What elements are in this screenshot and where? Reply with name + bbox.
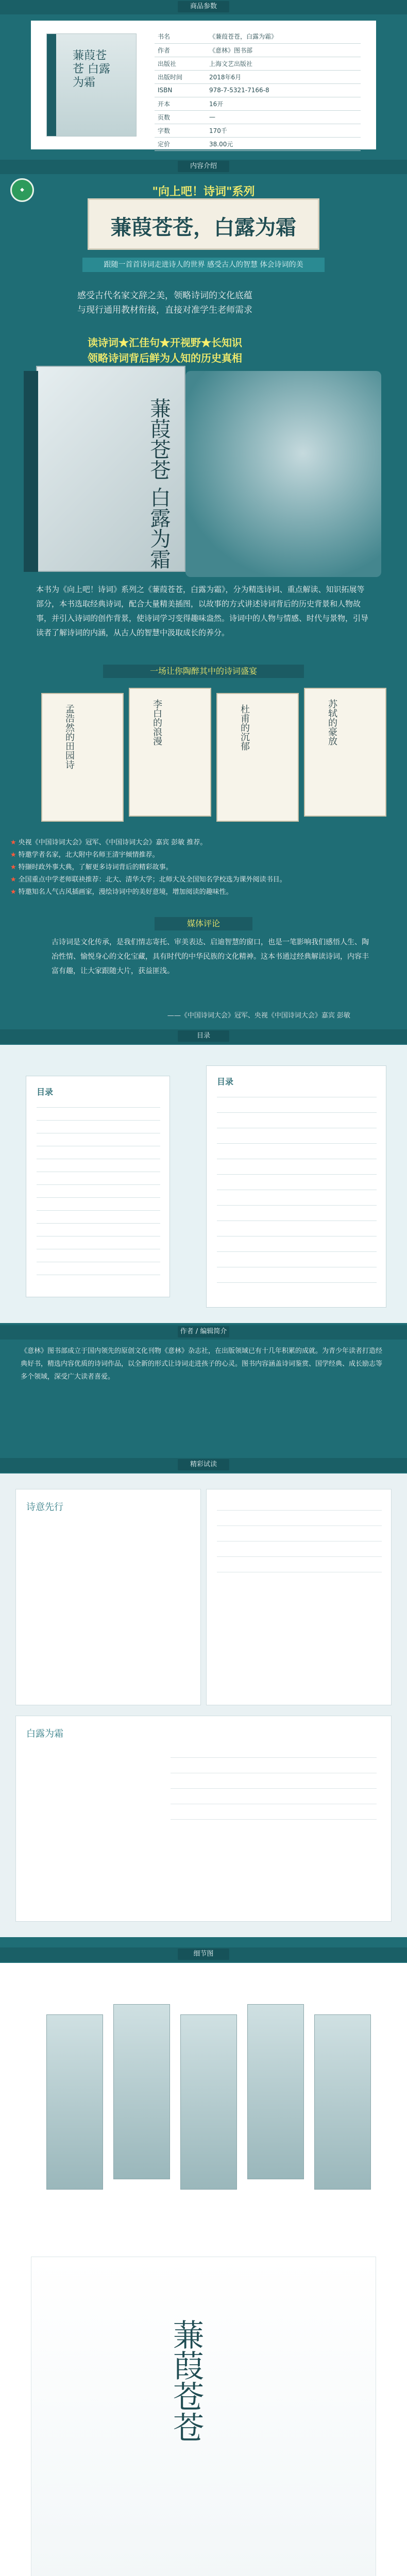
poem-card-title: 苏轼的豪放 bbox=[327, 699, 337, 745]
star-icon: ★ bbox=[10, 863, 16, 871]
trial-page-bottom bbox=[15, 1716, 392, 1922]
intro-line: 感受古代名家文辞之美，领略诗词的文化底蕴 bbox=[77, 291, 252, 301]
params-row bbox=[155, 124, 361, 137]
section-bar-toc bbox=[0, 1029, 407, 1044]
intro-stamp: 跟随一首首诗词走进诗人的世界 感受古人的智慧 体会诗词的美 bbox=[82, 258, 325, 272]
trial-line bbox=[171, 1819, 377, 1820]
feature-list bbox=[10, 837, 397, 899]
book-thumbnail bbox=[46, 33, 137, 137]
section-tab-author: 作者 / 编辑简介 bbox=[178, 1326, 229, 1337]
feature-item bbox=[10, 850, 397, 861]
toc-heading: 目录 bbox=[217, 1077, 234, 1087]
toc-line bbox=[37, 1120, 160, 1121]
params-value: — bbox=[206, 110, 361, 124]
poem-card-title: 杜甫的沉郁 bbox=[239, 704, 250, 751]
star-icon: ★ bbox=[10, 888, 16, 896]
params-key: 字数 bbox=[155, 124, 206, 137]
poem-card bbox=[304, 688, 386, 817]
feature-text: 央视《中国诗词大会》冠军、《中国诗词大会》嘉宾 彭敏 推荐。 bbox=[18, 839, 207, 846]
feature-text: 特邀学者名家，北大附中名师王清宇倾情推荐。 bbox=[18, 851, 159, 859]
params-key: 出版时间 bbox=[155, 70, 206, 83]
feature-text: 特邀知名人气古风插画家，漫绘诗词中的美好意境，增加阅读的趣味性。 bbox=[18, 888, 233, 896]
book-spine bbox=[47, 34, 56, 136]
section-tab-trial: 精彩试读 bbox=[178, 1459, 229, 1470]
trial-line bbox=[171, 1788, 377, 1789]
author-text: 《意林》图书部成立于国内领先的原创文化刊物《意林》杂志社，在出版领域已有十几年积累的成就。为青少年读者打造经典好书，精选内容优质的诗词作品，以全新的形式让诗词走进孩子的心灵。图书内容涵盖诗词鉴赏、国学经典、成长励志等多个领域，深受广大读者喜爱。 bbox=[21, 1347, 383, 1381]
book-cover-spine bbox=[24, 371, 38, 572]
params-key: 开本 bbox=[155, 97, 206, 110]
detail-book bbox=[180, 2014, 237, 2190]
section-tab-toc: 目录 bbox=[178, 1030, 229, 1042]
params-row bbox=[155, 57, 361, 70]
trial-heading: 诗意先行 bbox=[26, 1502, 63, 1513]
media-text: 古诗词是文化传承，是我们情志寄托、审美表达、启迪智慧的窗口，也是一笔影响我们感悟人生、陶冶性情、愉悦身心的文化宝藏，具有时代的中华民族的文化精神。这本书通过经典解读诗词，内容丰富有趣，让大家跟随大片，获益匪浅。 bbox=[52, 938, 369, 975]
media-source: ——《中国诗词大会》冠军、央视《中国诗词大会》嘉宾 彭敏 bbox=[167, 1012, 350, 1020]
trial-line bbox=[217, 1556, 382, 1557]
toc-line bbox=[37, 1184, 160, 1185]
section-tab-params: 商品参数 bbox=[178, 1, 229, 12]
toc-panel bbox=[0, 1045, 407, 1323]
detail-panel bbox=[0, 1963, 407, 2576]
trial-heading: 白露为霜 bbox=[26, 1728, 63, 1739]
toc-line bbox=[217, 1174, 377, 1175]
detail-cover-title: 蒹葭苍苍 bbox=[168, 2319, 204, 2443]
feature-item bbox=[10, 862, 397, 873]
trial-page-left bbox=[15, 1489, 201, 1705]
toc-page-left bbox=[26, 1076, 170, 1297]
params-key: 出版社 bbox=[155, 57, 206, 70]
toc-line bbox=[37, 1197, 160, 1198]
toc-line bbox=[217, 1205, 377, 1206]
toc-page-right bbox=[206, 1065, 386, 1308]
brand-logo: ◆ bbox=[10, 178, 34, 202]
section-tab-detail: 细节图 bbox=[178, 1948, 229, 1960]
trial-line bbox=[171, 1757, 377, 1758]
section-bar-author bbox=[0, 1325, 407, 1340]
media-heading: 媒体评论 bbox=[155, 917, 252, 930]
params-key: 书名 bbox=[155, 30, 206, 43]
poem-card-title: 孟浩然的田园诗 bbox=[64, 704, 75, 769]
feature-text: 全国重点中学老师联袂推荐：北大、清华大学；北师大及全国知名学校选为课外阅读书目。 bbox=[18, 876, 286, 884]
star-icon: ★ bbox=[10, 851, 16, 859]
poem-card bbox=[129, 688, 211, 817]
params-row bbox=[155, 70, 361, 83]
params-value: 38.00元 bbox=[206, 137, 361, 150]
section-bar-params bbox=[0, 0, 407, 14]
section-bar-intro bbox=[0, 160, 407, 174]
params-value: 《蒹葭苍苍，白露为霜》 bbox=[206, 30, 361, 43]
illustration-figure bbox=[185, 371, 381, 577]
section-tab-intro: 内容介绍 bbox=[178, 161, 229, 172]
params-row bbox=[155, 30, 361, 43]
poem-card bbox=[216, 693, 299, 822]
book-thumbnail-title: 蒹葭苍苍 白露为霜 bbox=[73, 49, 110, 89]
section-bar-trial bbox=[0, 1458, 407, 1472]
detail-book bbox=[113, 2004, 170, 2179]
params-key: 页数 bbox=[155, 110, 206, 124]
params-row bbox=[155, 83, 361, 97]
series-title: "向上吧！诗词"系列 bbox=[152, 185, 255, 198]
detail-book bbox=[314, 2014, 371, 2190]
trial-panel bbox=[0, 1473, 407, 1937]
intro-lines bbox=[77, 289, 345, 317]
params-key: ISBN bbox=[155, 83, 206, 97]
toc-line bbox=[217, 1282, 377, 1283]
detail-cover bbox=[31, 2257, 376, 2576]
feature-text: 特撷时政外事大典，了解更多诗词背后的精彩故事。 bbox=[18, 863, 173, 871]
params-key: 定价 bbox=[155, 137, 206, 150]
section-bar-detail bbox=[0, 1947, 407, 1962]
poem-cards bbox=[21, 683, 386, 832]
star-icon: ★ bbox=[10, 876, 16, 884]
params-key: 作者 bbox=[155, 43, 206, 57]
params-value: 《意林》图书部 bbox=[206, 43, 361, 57]
params-box bbox=[31, 21, 376, 149]
params-table bbox=[155, 30, 361, 151]
star-icon: ★ bbox=[10, 839, 16, 846]
params-value: 978-7-5321-7166-8 bbox=[206, 83, 361, 97]
feature-item bbox=[10, 837, 397, 849]
intro-highlight-line: 领略诗词背后鲜为人知的历史真相 bbox=[88, 352, 242, 364]
params-row bbox=[155, 43, 361, 57]
intro-highlight bbox=[88, 335, 345, 366]
intro-highlight-line: 读诗词★汇佳句★开视野★长知识 bbox=[88, 336, 242, 349]
poem-card bbox=[41, 693, 124, 822]
toc-line bbox=[217, 1112, 377, 1113]
toc-line bbox=[37, 1107, 160, 1108]
params-value: 上海文艺出版社 bbox=[206, 57, 361, 70]
intro-paragraph: 本书为《向上吧！诗词》系列之《蒹葭苍苍，白露为霜》，分为精选诗词、重点解读、知识拓展等部分，本书选取经典诗词，配合大量精美插图，以故事的方式讲述诗词背后的历史背景和人物故事，并引入诗词的创作背景，使诗词学习变得趣味盎然。诗词中的人物与情感、时代与景物，引导读者了解诗词的内涵，从古人的智慧中汲取成长的养分。 bbox=[36, 585, 369, 637]
detail-book bbox=[247, 2004, 304, 2179]
toc-heading: 目录 bbox=[37, 1087, 54, 1097]
toc-line bbox=[217, 1143, 377, 1144]
params-row bbox=[155, 97, 361, 110]
params-value: 170千 bbox=[206, 124, 361, 137]
feature-item bbox=[10, 874, 397, 886]
toc-line bbox=[217, 1251, 377, 1252]
intro-line: 与现行通用教材衔接，直接对准学生老师需求 bbox=[77, 305, 252, 315]
detail-books bbox=[31, 1984, 376, 2241]
params-value: 16开 bbox=[206, 97, 361, 110]
detail-book bbox=[46, 2014, 103, 2190]
poem-card-title: 李白的浪漫 bbox=[151, 699, 162, 745]
trial-page-right bbox=[206, 1489, 392, 1705]
toc-line bbox=[37, 1210, 160, 1211]
toc-line bbox=[37, 1223, 160, 1224]
book-cover-3d bbox=[36, 366, 185, 572]
params-value: 2018年6月 bbox=[206, 70, 361, 83]
title-banner-text: 蒹葭苍苍，白露为霜 bbox=[111, 215, 296, 240]
params-row bbox=[155, 137, 361, 150]
trial-line bbox=[217, 1510, 382, 1511]
author-panel bbox=[0, 1340, 407, 1448]
book-cover-title: 蒹葭苍苍 白露为霜 bbox=[147, 398, 171, 569]
title-banner bbox=[88, 198, 319, 250]
poem-section-heading: 一场让你陶醉其中的诗词盛宴 bbox=[103, 665, 304, 678]
params-row bbox=[155, 110, 361, 124]
feature-item bbox=[10, 887, 397, 898]
